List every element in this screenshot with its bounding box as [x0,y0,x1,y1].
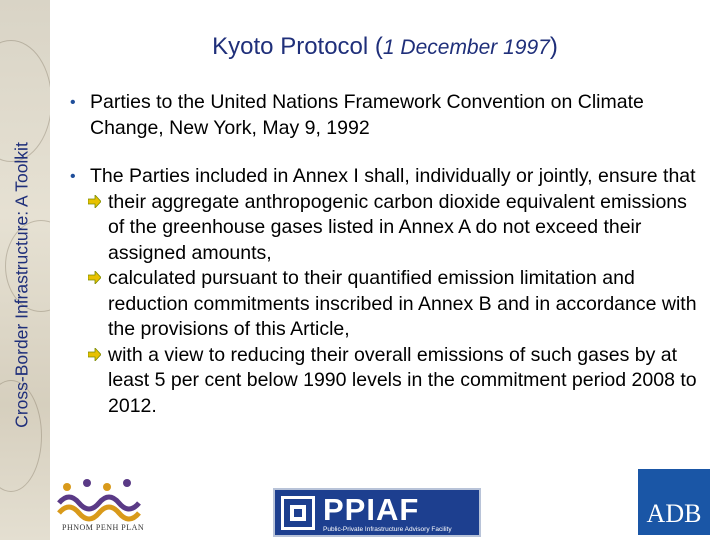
bullet-item [70,164,700,190]
ppiaf-emblem-icon [281,496,315,530]
title-close: ) [549,33,558,60]
sub-bullet-item [50,266,700,343]
bullet-dot-icon: • [70,94,76,111]
sub-bullet-text: their aggregate anthropogenic carbon dioxide equivalent emissions of the greenhouse gases listed in Annex A do not exceed their assigned amounts, [108,190,687,264]
bullet-text: Parties to the United Nations Framework Convention on Climate Change, New York, May 9, 1992 [90,91,644,139]
ppiaf-tagline: Public-Private Infrastructure Advisory Facility [323,526,452,533]
arrow-bullet-icon [88,348,101,361]
arrow-bullet-icon [88,195,101,208]
phnom-penh-plan-label: PHNOM PENH PLAN [62,523,145,532]
slide-title [50,33,720,61]
arrow-bullet-icon [88,271,101,284]
sub-bullet-text: calculated pursuant to their quantified emission limitation and reduction commitments inscribed in Annex B and in accordance with the provisions of this Article, [108,267,697,340]
sidebar-map-decoration [0,0,50,540]
title-main: Kyoto Protocol ( [212,33,383,60]
bullet-item [70,90,700,141]
ppiaf-wordmark: PPIAF [323,492,420,527]
title-date: 1 December 1997 [382,36,550,59]
bullet-dot-icon: • [70,168,76,185]
bullet-text: The Parties included in Annex I shall, individually or jointly, ensure that [90,165,696,187]
sub-bullet-item [50,343,700,420]
adb-logo: ADB [638,469,710,535]
slide-body [70,90,700,419]
sub-bullet-item [50,190,700,267]
side-title: Cross-Border Infrastructure: A Toolkit [11,142,32,428]
sub-bullet-text: with a view to reducing their overall emissions of such gases by at least 5 per cent below 1990 levels in the commitment period 2008 to 2012. [108,343,697,417]
ppiaf-logo [273,488,481,537]
